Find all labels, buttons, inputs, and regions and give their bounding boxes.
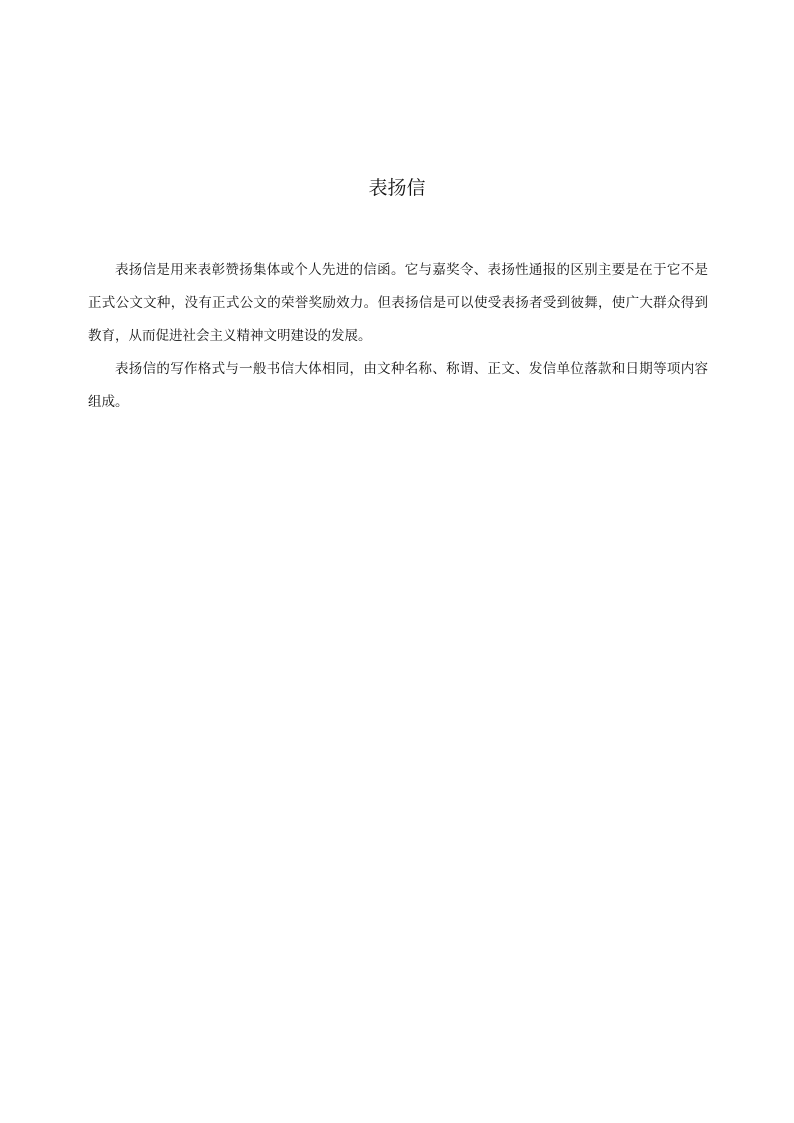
document-body bbox=[88, 254, 708, 419]
paragraph-format: 表扬信的写作格式与一般书信大体相同，由文种名称、称谓、正文、发信单位落款和日期等项内容组成。 bbox=[88, 361, 708, 410]
page-title: 表扬信 bbox=[368, 177, 426, 199]
paragraph-definition: 表扬信是用来表彰赞扬集体或个人先进的信函。它与嘉奖令、表扬性通报的区别主要是在于它不是正式公文文种，没有正式公文的荣誉奖励效力。但表扬信是可以使受表扬者受到彼舞，使广大群众得到教育，从而促进社会主义精神文明建设的发展。 bbox=[88, 262, 708, 344]
